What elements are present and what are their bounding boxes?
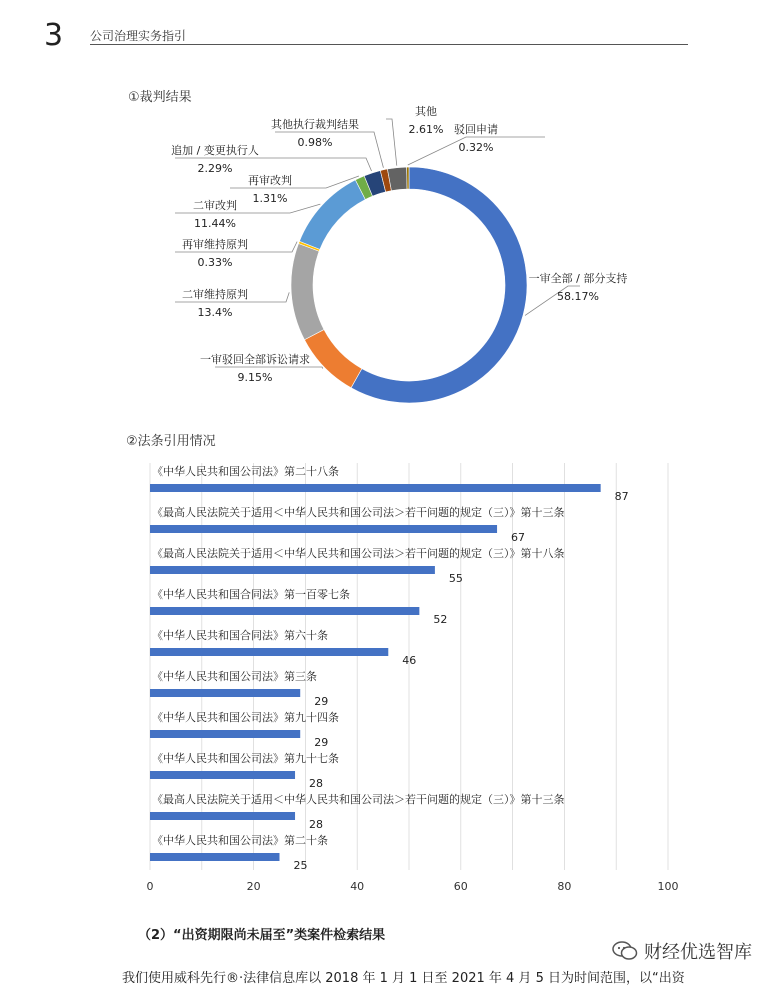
donut-slice-value: 58.17% [557,290,599,303]
donut-slice-label: 一审驳回全部诉讼请求 [200,353,310,366]
bar [150,484,601,492]
donut-slice-label: 其他 [415,105,437,118]
donut-slice [304,330,361,388]
bar-category-label: 《最高人民法院关于适用＜中华人民共和国公司法＞若干问题的规定（三）》第十三条 [152,793,565,806]
bar [150,771,295,779]
bar-value-label: 28 [309,818,324,831]
bar-x-tick-label: 0 [146,880,154,893]
donut-slice [351,167,527,403]
donut-slice-label: 二审维持原判 [182,288,248,301]
donut-slice [291,243,324,339]
bar-x-tick-label: 100 [657,880,679,893]
donut-leader-line [215,367,323,369]
bar [150,525,497,533]
donut-slice-label: 再审改判 [248,174,292,187]
donut-slice [407,167,409,189]
bar [150,853,280,861]
bar-category-label: 《中华人民共和国公司法》第二十八条 [152,465,339,478]
donut-slice-label: 驳回申请 [454,123,498,136]
donut-leader-line [386,119,397,166]
bar-category-label: 《最高人民法院关于适用＜中华人民共和国公司法＞若干问题的规定（三）》第十八条 [152,547,565,560]
bar-category-label: 《中华人民共和国合同法》第一百零七条 [152,588,350,601]
watermark-text: 财经优选智库 [644,942,752,963]
donut-slice-value: 0.33% [197,256,233,269]
donut-slice-value: 11.44% [194,217,236,230]
bar-chart [0,455,780,895]
donut-slice-value: 0.98% [297,136,333,149]
bar-x-tick-label: 40 [350,880,365,893]
donut-slices [291,167,527,403]
bar-category-label: 《中华人民共和国合同法》第六十条 [152,629,328,642]
section-heading: （2）“出资期限尚未届至”类案件检索结果 [138,928,386,943]
running-header-title: 公司治理实务指引 [90,29,187,43]
donut-slice [299,180,365,249]
donut-labels [171,104,627,384]
donut-slice-value: 9.15% [237,371,273,384]
bar-marks [150,464,629,872]
bar-category-label: 《中华人民共和国公司法》第九十七条 [152,752,339,765]
bar-category-label: 《中华人民共和国公司法》第九十四条 [152,711,339,724]
bar-value-label: 28 [309,777,324,790]
bar-value-label: 55 [448,572,463,585]
bar-value-label: 25 [293,859,308,872]
wechat-icon [612,940,638,962]
donut-slice-label: 再审维持原判 [182,238,248,251]
bar-value-label: 52 [433,613,448,626]
bar-value-label: 29 [314,695,329,708]
donut-slice-label: 一审全部 / 部分支持 [528,272,628,285]
bar-category-label: 《中华人民共和国公司法》第二十条 [152,834,328,847]
bar-category-label: 《中华人民共和国公司法》第三条 [152,670,317,683]
bar-x-ticks [147,880,679,893]
bar-x-tick-label: 60 [453,880,468,893]
donut-slice-value: 2.29% [197,162,233,175]
bar-x-tick-label: 20 [246,880,261,893]
bar-value-label: 67 [511,531,526,544]
donut-slice-value: 13.4% [197,306,233,319]
bar [150,648,388,656]
bar [150,812,295,820]
donut-slice-label: 其他执行裁判结果 [271,118,359,131]
bar-section-title: ②法条引用情况 [126,434,216,449]
donut-slice-label: 二审改判 [193,199,237,212]
header-divider [90,44,688,45]
body-paragraph: 我们使用威科先行®·法律信息库以 2018 年 1 月 1 日至 2021 年 4 月 5 日为时间范围，以“出资 [122,971,685,986]
bar [150,689,300,697]
bar [150,730,300,738]
donut-slice-value: 2.61% [408,123,444,136]
donut-slice-value: 1.31% [252,192,288,205]
donut-slice-value: 0.32% [458,141,494,154]
bar-value-label: 29 [314,736,329,749]
bar [150,566,435,574]
bar-value-label: 87 [614,490,629,503]
page-number: 3 [44,18,64,53]
donut-slice-label: 追加 / 变更执行人 [171,144,259,157]
bar [150,607,419,615]
donut-section-title: ①裁判结果 [128,90,192,105]
donut-chart [0,100,780,420]
watermark [612,938,752,964]
bar-value-label: 46 [402,654,417,667]
bar-category-label: 《最高人民法院关于适用＜中华人民共和国公司法＞若干问题的规定（三）》第十三条 [152,506,565,519]
bar-x-tick-label: 80 [557,880,572,893]
